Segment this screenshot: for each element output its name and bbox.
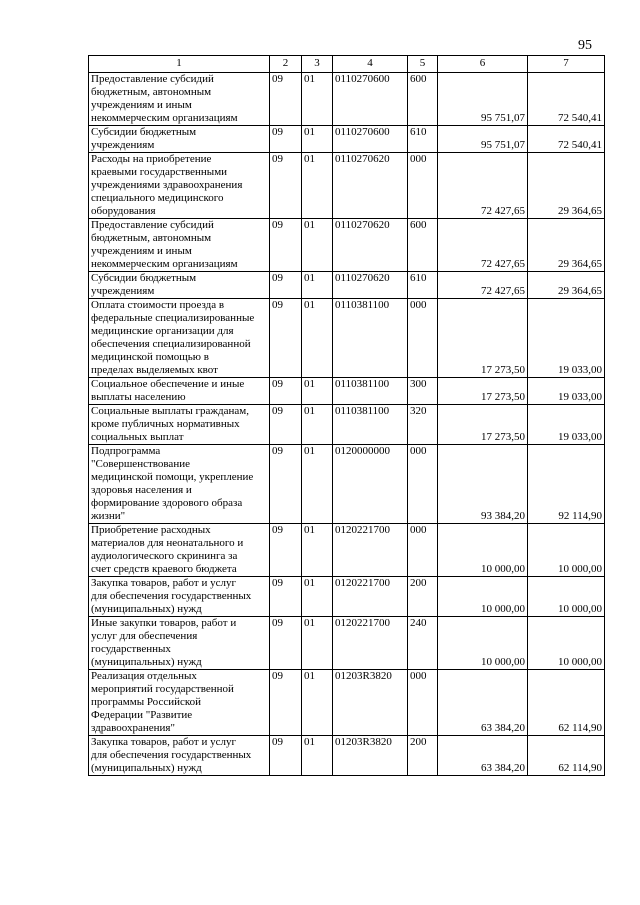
row-name-cell: Субсидии бюджетным учреждениям xyxy=(89,126,270,153)
column-header: 6 xyxy=(438,56,528,73)
table-row xyxy=(89,617,605,670)
column-header: 5 xyxy=(408,56,438,73)
row-name-cell: Подпрограмма "Совершенствование медицинской помощи, укрепление здоровья населения и формирование здорового образа жизни" xyxy=(89,445,270,524)
subsection-cell: 01 xyxy=(302,153,333,219)
target-article-cell: 0110270620 xyxy=(333,272,408,299)
expense-type-cell: 200 xyxy=(408,736,438,776)
section-cell: 09 xyxy=(270,524,302,577)
subsection-cell: 01 xyxy=(302,577,333,617)
column-header: 3 xyxy=(302,56,333,73)
subsection-cell: 01 xyxy=(302,670,333,736)
subsection-cell: 01 xyxy=(302,378,333,405)
target-article-cell: 0110381100 xyxy=(333,299,408,378)
amount-col7-cell: 10 000,00 xyxy=(528,617,605,670)
amount-col6-cell: 63 384,20 xyxy=(438,736,528,776)
subsection-cell: 01 xyxy=(302,219,333,272)
amount-col6-cell: 95 751,07 xyxy=(438,73,528,126)
row-name-cell: Реализация отдельных мероприятий государственной программы Российской Федерации "Развитие здравоохранения" xyxy=(89,670,270,736)
amount-col7-cell: 29 364,65 xyxy=(528,272,605,299)
expense-type-cell: 610 xyxy=(408,126,438,153)
section-cell: 09 xyxy=(270,617,302,670)
amount-col6-cell: 72 427,65 xyxy=(438,219,528,272)
target-article-cell: 01203R3820 xyxy=(333,736,408,776)
row-name-cell: Иные закупки товаров, работ и услуг для обеспечения государственных (муниципальных) нужд xyxy=(89,617,270,670)
amount-col6-cell: 93 384,20 xyxy=(438,445,528,524)
target-article-cell: 0120221700 xyxy=(333,524,408,577)
table-header-row xyxy=(89,56,605,73)
amount-col7-cell: 19 033,00 xyxy=(528,299,605,378)
target-article-cell: 0110270620 xyxy=(333,219,408,272)
target-article-cell: 0120221700 xyxy=(333,617,408,670)
column-header: 2 xyxy=(270,56,302,73)
target-article-cell: 0110270620 xyxy=(333,153,408,219)
amount-col7-cell: 19 033,00 xyxy=(528,405,605,445)
section-cell: 09 xyxy=(270,736,302,776)
amount-col6-cell: 10 000,00 xyxy=(438,577,528,617)
expense-type-cell: 320 xyxy=(408,405,438,445)
row-name-cell: Оплата стоимости проезда в федеральные специализированные медицинские организации для обеспечения специализированной медицинской помощью в пределах выделяемых квот xyxy=(89,299,270,378)
subsection-cell: 01 xyxy=(302,126,333,153)
table-row xyxy=(89,524,605,577)
expense-type-cell: 600 xyxy=(408,219,438,272)
table-row xyxy=(89,73,605,126)
row-name-cell: Закупка товаров, работ и услуг для обеспечения государственных (муниципальных) нужд xyxy=(89,736,270,776)
target-article-cell: 0110270600 xyxy=(333,126,408,153)
amount-col7-cell: 62 114,90 xyxy=(528,670,605,736)
amount-col7-cell: 92 114,90 xyxy=(528,445,605,524)
expense-type-cell: 000 xyxy=(408,153,438,219)
amount-col7-cell: 29 364,65 xyxy=(528,153,605,219)
subsection-cell: 01 xyxy=(302,736,333,776)
amount-col6-cell: 72 427,65 xyxy=(438,153,528,219)
amount-col7-cell: 72 540,41 xyxy=(528,73,605,126)
column-header: 4 xyxy=(333,56,408,73)
amount-col7-cell: 10 000,00 xyxy=(528,524,605,577)
subsection-cell: 01 xyxy=(302,299,333,378)
expense-type-cell: 000 xyxy=(408,670,438,736)
amount-col7-cell: 10 000,00 xyxy=(528,577,605,617)
section-cell: 09 xyxy=(270,219,302,272)
row-name-cell: Закупка товаров, работ и услуг для обеспечения государственных (муниципальных) нужд xyxy=(89,577,270,617)
amount-col7-cell: 72 540,41 xyxy=(528,126,605,153)
amount-col6-cell: 10 000,00 xyxy=(438,617,528,670)
target-article-cell: 01203R3820 xyxy=(333,670,408,736)
row-name-cell: Приобретение расходных материалов для неонатального и аудиологического скрининга за счет средств краевого бюджета xyxy=(89,524,270,577)
expense-type-cell: 240 xyxy=(408,617,438,670)
column-header: 7 xyxy=(528,56,605,73)
section-cell: 09 xyxy=(270,126,302,153)
subsection-cell: 01 xyxy=(302,73,333,126)
section-cell: 09 xyxy=(270,378,302,405)
section-cell: 09 xyxy=(270,153,302,219)
amount-col7-cell: 62 114,90 xyxy=(528,736,605,776)
expense-type-cell: 300 xyxy=(408,378,438,405)
section-cell: 09 xyxy=(270,272,302,299)
table-row xyxy=(89,405,605,445)
section-cell: 09 xyxy=(270,299,302,378)
target-article-cell: 0110270600 xyxy=(333,73,408,126)
expense-type-cell: 600 xyxy=(408,73,438,126)
target-article-cell: 0120221700 xyxy=(333,577,408,617)
expense-type-cell: 000 xyxy=(408,299,438,378)
amount-col7-cell: 19 033,00 xyxy=(528,378,605,405)
amount-col6-cell: 63 384,20 xyxy=(438,670,528,736)
table-row xyxy=(89,445,605,524)
row-name-cell: Социальное обеспечение и иные выплаты населению xyxy=(89,378,270,405)
subsection-cell: 01 xyxy=(302,524,333,577)
amount-col6-cell: 17 273,50 xyxy=(438,378,528,405)
table-row xyxy=(89,670,605,736)
amount-col6-cell: 10 000,00 xyxy=(438,524,528,577)
expense-type-cell: 000 xyxy=(408,445,438,524)
table-row xyxy=(89,299,605,378)
amount-col7-cell: 29 364,65 xyxy=(528,219,605,272)
section-cell: 09 xyxy=(270,577,302,617)
table-row xyxy=(89,153,605,219)
row-name-cell: Расходы на приобретение краевыми государственными учреждениями здравоохранения специального медицинского оборудования xyxy=(89,153,270,219)
row-name-cell: Предоставление субсидий бюджетным, автономным учреждениям и иным некоммерческим организациям xyxy=(89,219,270,272)
expense-type-cell: 000 xyxy=(408,524,438,577)
section-cell: 09 xyxy=(270,445,302,524)
page-number: 95 xyxy=(578,38,592,53)
section-cell: 09 xyxy=(270,670,302,736)
budget-table xyxy=(88,55,605,776)
table-row xyxy=(89,736,605,776)
row-name-cell: Субсидии бюджетным учреждениям xyxy=(89,272,270,299)
target-article-cell: 0110381100 xyxy=(333,405,408,445)
subsection-cell: 01 xyxy=(302,445,333,524)
subsection-cell: 01 xyxy=(302,405,333,445)
subsection-cell: 01 xyxy=(302,272,333,299)
table-row xyxy=(89,126,605,153)
amount-col6-cell: 72 427,65 xyxy=(438,272,528,299)
target-article-cell: 0110381100 xyxy=(333,378,408,405)
section-cell: 09 xyxy=(270,405,302,445)
amount-col6-cell: 95 751,07 xyxy=(438,126,528,153)
amount-col6-cell: 17 273,50 xyxy=(438,405,528,445)
column-header: 1 xyxy=(89,56,270,73)
table-row xyxy=(89,272,605,299)
amount-col6-cell: 17 273,50 xyxy=(438,299,528,378)
section-cell: 09 xyxy=(270,73,302,126)
subsection-cell: 01 xyxy=(302,617,333,670)
expense-type-cell: 610 xyxy=(408,272,438,299)
table-row xyxy=(89,577,605,617)
row-name-cell: Предоставление субсидий бюджетным, автономным учреждениям и иным некоммерческим организациям xyxy=(89,73,270,126)
target-article-cell: 0120000000 xyxy=(333,445,408,524)
row-name-cell: Социальные выплаты гражданам, кроме публичных нормативных социальных выплат xyxy=(89,405,270,445)
table-row xyxy=(89,219,605,272)
table-row xyxy=(89,378,605,405)
expense-type-cell: 200 xyxy=(408,577,438,617)
